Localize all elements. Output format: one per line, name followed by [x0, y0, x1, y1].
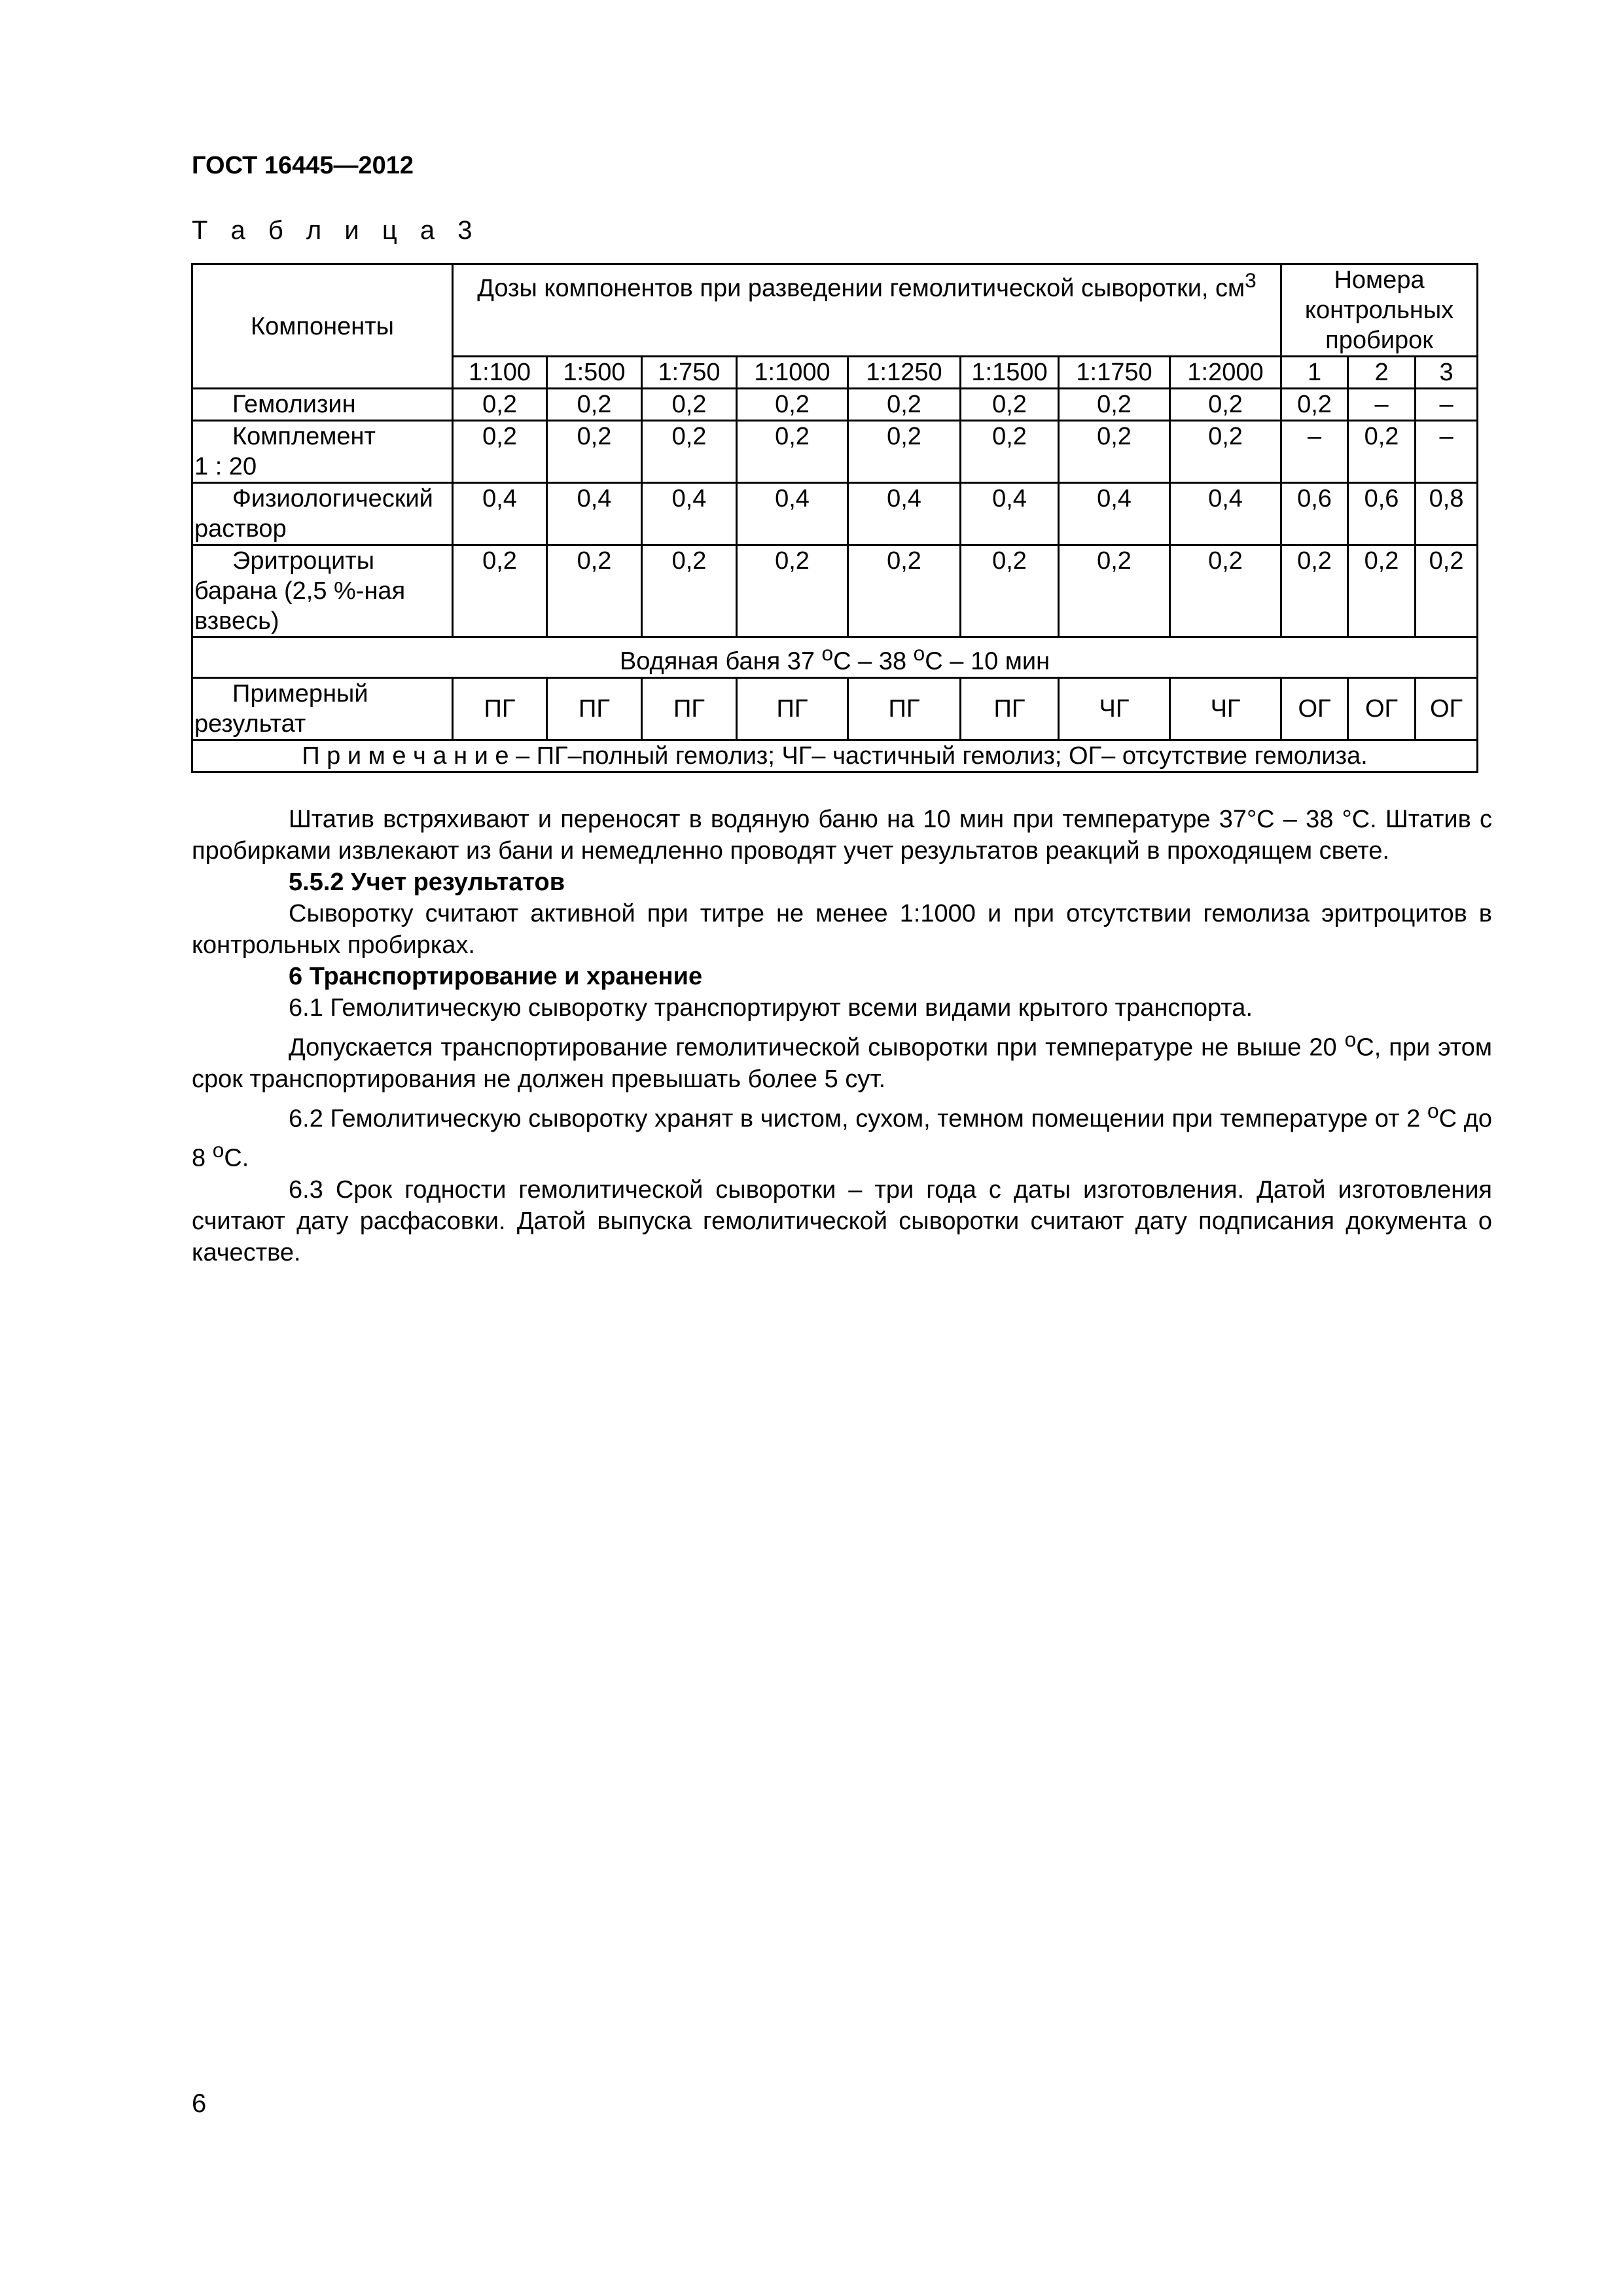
paragraph: Сыворотку считают активной при титре не менее 1:1000 и при отсутствии гемолиза эритроцитов в контрольных пробирках. [192, 900, 1492, 959]
value-cell: 0,2 [642, 421, 737, 483]
result-row [192, 677, 1478, 740]
paragraph: Штатив встряхивают и переносят в водяную баню на 10 мин при температуре 37°С – 38 °С. Штатив с пробирками извлекают из бани и немедленно проводят учет результатов реакций в проходящем свете. [192, 806, 1492, 865]
value-cell: 0,2 [453, 389, 547, 421]
result-cell: ПГ [848, 677, 961, 740]
result-cell: ОГ [1281, 677, 1348, 740]
water-bath-cell: Водяная баня 37 $^о$С – 38 $^о$С – 10 мин [192, 637, 1478, 678]
result-cell: ЧГ [1170, 677, 1281, 740]
value-cell: 0,4 [848, 483, 961, 545]
value-cell: – [1348, 389, 1416, 421]
value-cell: 0,2 [1416, 545, 1478, 637]
value-cell: 0,2 [1170, 545, 1281, 637]
table-note: П р и м е ч а н и е – ПГ–полный гемолиз; ЧГ– частичный гемолиз; ОГ– отсутствие гемолиза. [192, 740, 1478, 772]
paragraph: 6.2 Гемолитическую сыворотку хранят в чистом, сухом, темном помещении при температуре от 2 $^о$С до 8 $^о$С. [192, 1098, 1493, 1172]
value-cell: 0,2 [737, 545, 848, 637]
result-cell: ЧГ [1059, 677, 1170, 740]
document-header: ГОСТ 16445—2012 [192, 152, 414, 179]
dilution-cell: 1:1000 [737, 357, 848, 389]
value-cell: 0,4 [547, 483, 642, 545]
value-cell: 0,6 [1281, 483, 1348, 545]
value-cell: 0,8 [1416, 483, 1478, 545]
value-cell: 0,2 [1170, 421, 1281, 483]
value-cell: 0,2 [547, 389, 642, 421]
dilution-cell: 1:750 [642, 357, 737, 389]
result-cell: ПГ [737, 677, 848, 740]
value-cell: 0,2 [848, 545, 961, 637]
dilution-cell: 1:1750 [1059, 357, 1170, 389]
value-cell: 0,2 [737, 389, 848, 421]
control-number-cell: 1 [1281, 357, 1348, 389]
value-cell: 0,2 [1348, 545, 1416, 637]
value-cell: 0,6 [1348, 483, 1416, 545]
value-cell: 0,2 [453, 545, 547, 637]
section-heading: 5.5.2 Учет результатов [289, 869, 565, 896]
dilution-cell: 1:1500 [961, 357, 1059, 389]
value-cell: 0,4 [453, 483, 547, 545]
value-cell: 0,2 [961, 421, 1059, 483]
table-row [192, 545, 1478, 637]
section-heading: 6 Транспортирование и хранение [289, 963, 703, 990]
value-cell: 0,2 [1059, 545, 1170, 637]
value-cell: 0,2 [1059, 389, 1170, 421]
dilution-cell: 1:100 [453, 357, 547, 389]
value-cell: 0,2 [453, 421, 547, 483]
component-name: Физиологический раствор [192, 483, 453, 545]
result-cell: ПГ [961, 677, 1059, 740]
dilution-cell: 1:1250 [848, 357, 961, 389]
value-cell: 0,2 [848, 421, 961, 483]
dilution-cell: 1:2000 [1170, 357, 1281, 389]
water-bath-row [192, 637, 1478, 678]
value-cell: 0,2 [1281, 389, 1348, 421]
header-doses: Дозы компонентов при разведении гемолитической сыворотки, $см^3$ [453, 264, 1281, 357]
value-cell: 0,2 [642, 545, 737, 637]
value-cell: 0,2 [737, 421, 848, 483]
value-cell: 0,4 [961, 483, 1059, 545]
result-cell: ОГ [1348, 677, 1416, 740]
value-cell: 0,2 [1281, 545, 1348, 637]
value-cell: – [1281, 421, 1348, 483]
paragraph: Допускается транспортирование гемолитической сыворотки при температуре не выше 20 $^о$С, при этом срок транспортирования не должен превышать более 5 сут. [192, 1028, 1493, 1093]
value-cell: – [1416, 389, 1478, 421]
component-name: Гемолизин [192, 389, 453, 421]
value-cell: 0,2 [547, 545, 642, 637]
note-row [192, 740, 1478, 772]
body-text [192, 804, 1492, 1268]
value-cell: 0,2 [848, 389, 961, 421]
control-number-cell: 2 [1348, 357, 1416, 389]
value-cell: 0,4 [1059, 483, 1170, 545]
value-cell: – [1416, 421, 1478, 483]
component-name: Примерный результат [192, 677, 453, 740]
component-name: Комплемент 1 : 20 [192, 421, 453, 483]
dose-table [191, 263, 1478, 773]
table-header-row [192, 264, 1478, 357]
value-cell: 0,2 [961, 389, 1059, 421]
value-cell: 0,2 [961, 545, 1059, 637]
value-cell: 0,2 [1059, 421, 1170, 483]
table-row [192, 483, 1478, 545]
control-number-cell: 3 [1416, 357, 1478, 389]
table-row [192, 421, 1478, 483]
result-cell: ПГ [453, 677, 547, 740]
header-components: Компоненты [192, 264, 453, 389]
value-cell: 0,2 [1348, 421, 1416, 483]
result-cell: ПГ [547, 677, 642, 740]
dilution-cell: 1:500 [547, 357, 642, 389]
component-name: Эритроциты барана (2,5 %-ная взвесь) [192, 545, 453, 637]
table-row [192, 389, 1478, 421]
page-number: 6 [192, 2089, 207, 2118]
result-cell: ПГ [642, 677, 737, 740]
value-cell: 0,4 [1170, 483, 1281, 545]
value-cell: 0,4 [642, 483, 737, 545]
value-cell: 0,2 [642, 389, 737, 421]
value-cell: 0,2 [1170, 389, 1281, 421]
table-caption: Т а б л и ц а 3 [192, 216, 480, 245]
header-control: Номера контрольных пробирок [1281, 264, 1478, 357]
paragraph: 6.1 Гемолитическую сыворотку транспортируют всеми видами крытого транспорта. [289, 994, 1253, 1022]
paragraph: 6.3 Срок годности гемолитической сыворотки – три года с даты изготовления. Датой изготовления считают дату расфасовки. Датой выпуска гемолитической сыворотки считают дату подписания документа о качестве. [192, 1175, 1492, 1266]
value-cell: 0,2 [547, 421, 642, 483]
value-cell: 0,4 [737, 483, 848, 545]
result-cell: ОГ [1416, 677, 1478, 740]
